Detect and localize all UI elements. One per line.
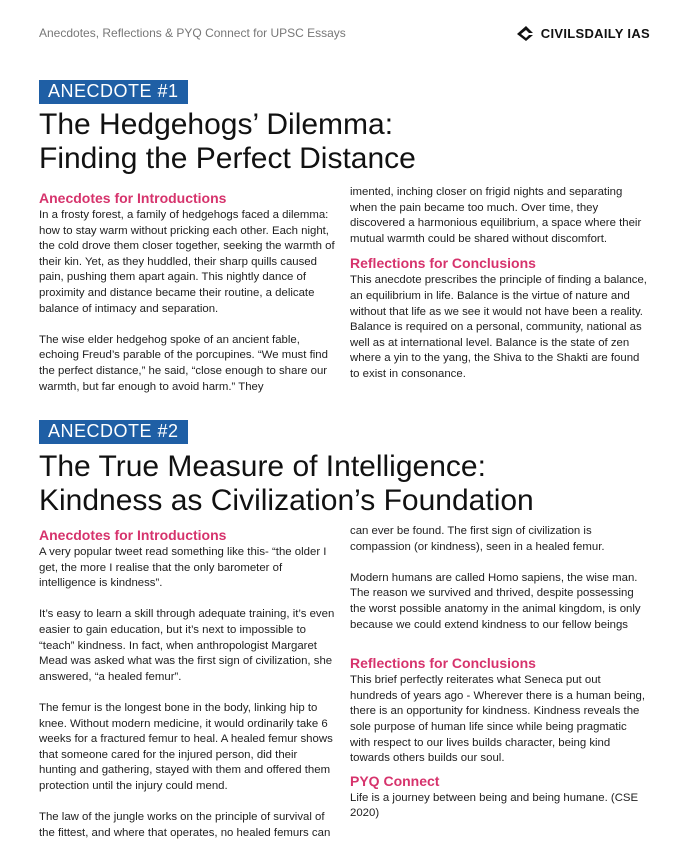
civilsdaily-chevron-icon <box>515 23 535 43</box>
anecdote-2-intro-paragraph-3: The femur is the longest bone in the body, linking hip to knee. Without modern medicine, it would ordinarily take 6 weeks for a fractured femur to heal. A healed femur shows that someone cared for the injured person, did their hunting and gathering, stayed with them and offered them protection until the injury could mend. <box>39 701 333 792</box>
anecdote-2-right-column <box>350 524 650 822</box>
anecdote-2-intro-paragraph-4-continued: can ever be found. The first sign of civilization is compassion (or kindness), seen in a healed femur. <box>350 525 605 553</box>
anecdote-2-pyq-paragraph: Life is a journey between being and being humane. (CSE 2020) <box>350 791 639 820</box>
brand-logo <box>515 23 650 43</box>
anecdote-1-intro-paragraph-1: In a frosty forest, a family of hedgehogs faced a dilemma: how to stay warm without pricking each other. Each night, the cold drove them closer together, seeking the warmth of their kin. Yet, as they huddled, their sharp quills caused pain, pushing them apart again. This nightly dance of proximity and distance became their routine, a delicate balance of intimacy and separation. <box>39 209 335 315</box>
anecdote-2-intro-paragraph-5: Modern humans are called Homo sapiens, the wise man. The reason we survived and thrived, despite possessing the worst possible anatomy in the animal kingdom, is only because we could extend kindness to our fellow beings <box>350 571 641 631</box>
anecdote-2-intro-paragraph-4: The law of the jungle works on the principle of survival of the fittest, and where that operates, no healed femurs can <box>39 811 331 839</box>
brand-name: CIVILSDAILY IAS <box>540 25 650 41</box>
anecdote-1-title-line2: Finding the Perfect Distance <box>39 142 416 175</box>
anecdote-2-pyq-heading: PYQ Connect <box>350 772 440 789</box>
anecdote-1-right-column <box>350 185 650 383</box>
anecdote-1-title-line1: The Hedgehogs’ Dilemma: <box>39 108 394 141</box>
document-header-title: Anecdotes, Reflections & PYQ Connect for UPSC Essays <box>39 26 346 40</box>
anecdote-2-badge: ANECDOTE #2 <box>39 420 188 444</box>
anecdote-2-reflection-heading: Reflections for Conclusions <box>350 655 536 672</box>
anecdote-1-intro-paragraph-2-continued: imented, inching closer on frigid nights and separating when the pain became too much. Over time, they discovered a harmonious equilibrium, a space where their mutual warmth could be shared without discomfort. <box>350 186 642 245</box>
anecdote-1-left-column <box>39 190 337 395</box>
anecdote-1-reflection-paragraph: This anecdote prescribes the principle of finding a balance, an equilibrium in life. Balance is the virtue of nature and without that life as we see it would not have been a reality. Balance is required on a personal, community, national as well as at international level. Balance is the state of zen where a yin to the yang, the Shiva to the Shakti are found to exist in consonance. <box>350 274 647 380</box>
anecdote-2-title-line2: Kindness as Civilization’s Foundation <box>39 484 534 517</box>
anecdote-2-intro-heading: Anecdotes for Introductions <box>39 527 227 543</box>
anecdote-1-intro-heading: Anecdotes for Introductions <box>39 190 227 206</box>
anecdote-1-badge: ANECDOTE #1 <box>39 80 188 104</box>
anecdote-1-title <box>39 108 416 176</box>
anecdote-2-intro-paragraph-2: It’s easy to learn a skill through adequate training, it’s even easier to gain education, but it’s next to impossible to “teach” kindness. In fact, when anthropologist Margaret Mead was asked what was the first sign of civilization, she answered, “a healed femur”. <box>39 608 335 683</box>
anecdote-2-title-line1: The True Measure of Intelligence: <box>39 450 486 483</box>
anecdote-1-intro-paragraph-2: The wise elder hedgehog spoke of an ancient fable, echoing Freud’s parable of the porcupines. “We must find the perfect distance,” he said, “close enough to share our warmth, but far enough to avoid harm.” They <box>39 333 328 393</box>
anecdote-2-title <box>39 450 534 518</box>
anecdote-1-reflection-heading: Reflections for Conclusions <box>350 255 536 272</box>
anecdote-2-left-column <box>39 527 337 841</box>
anecdote-2-intro-paragraph-1: A very popular tweet read something like this- “the older I get, the more I realise that the only barometer of intelligence is kindness”. <box>39 546 327 590</box>
anecdote-2-reflection-paragraph: This brief perfectly reiterates what Seneca put out hundreds of years ago - Wherever there is a human being, there is an opportunity for kindness. Kindness reveals the sole purpose of human life since while being pragmatic with respect to our lives builds character, being kind towards others builds our soul. <box>350 674 646 765</box>
